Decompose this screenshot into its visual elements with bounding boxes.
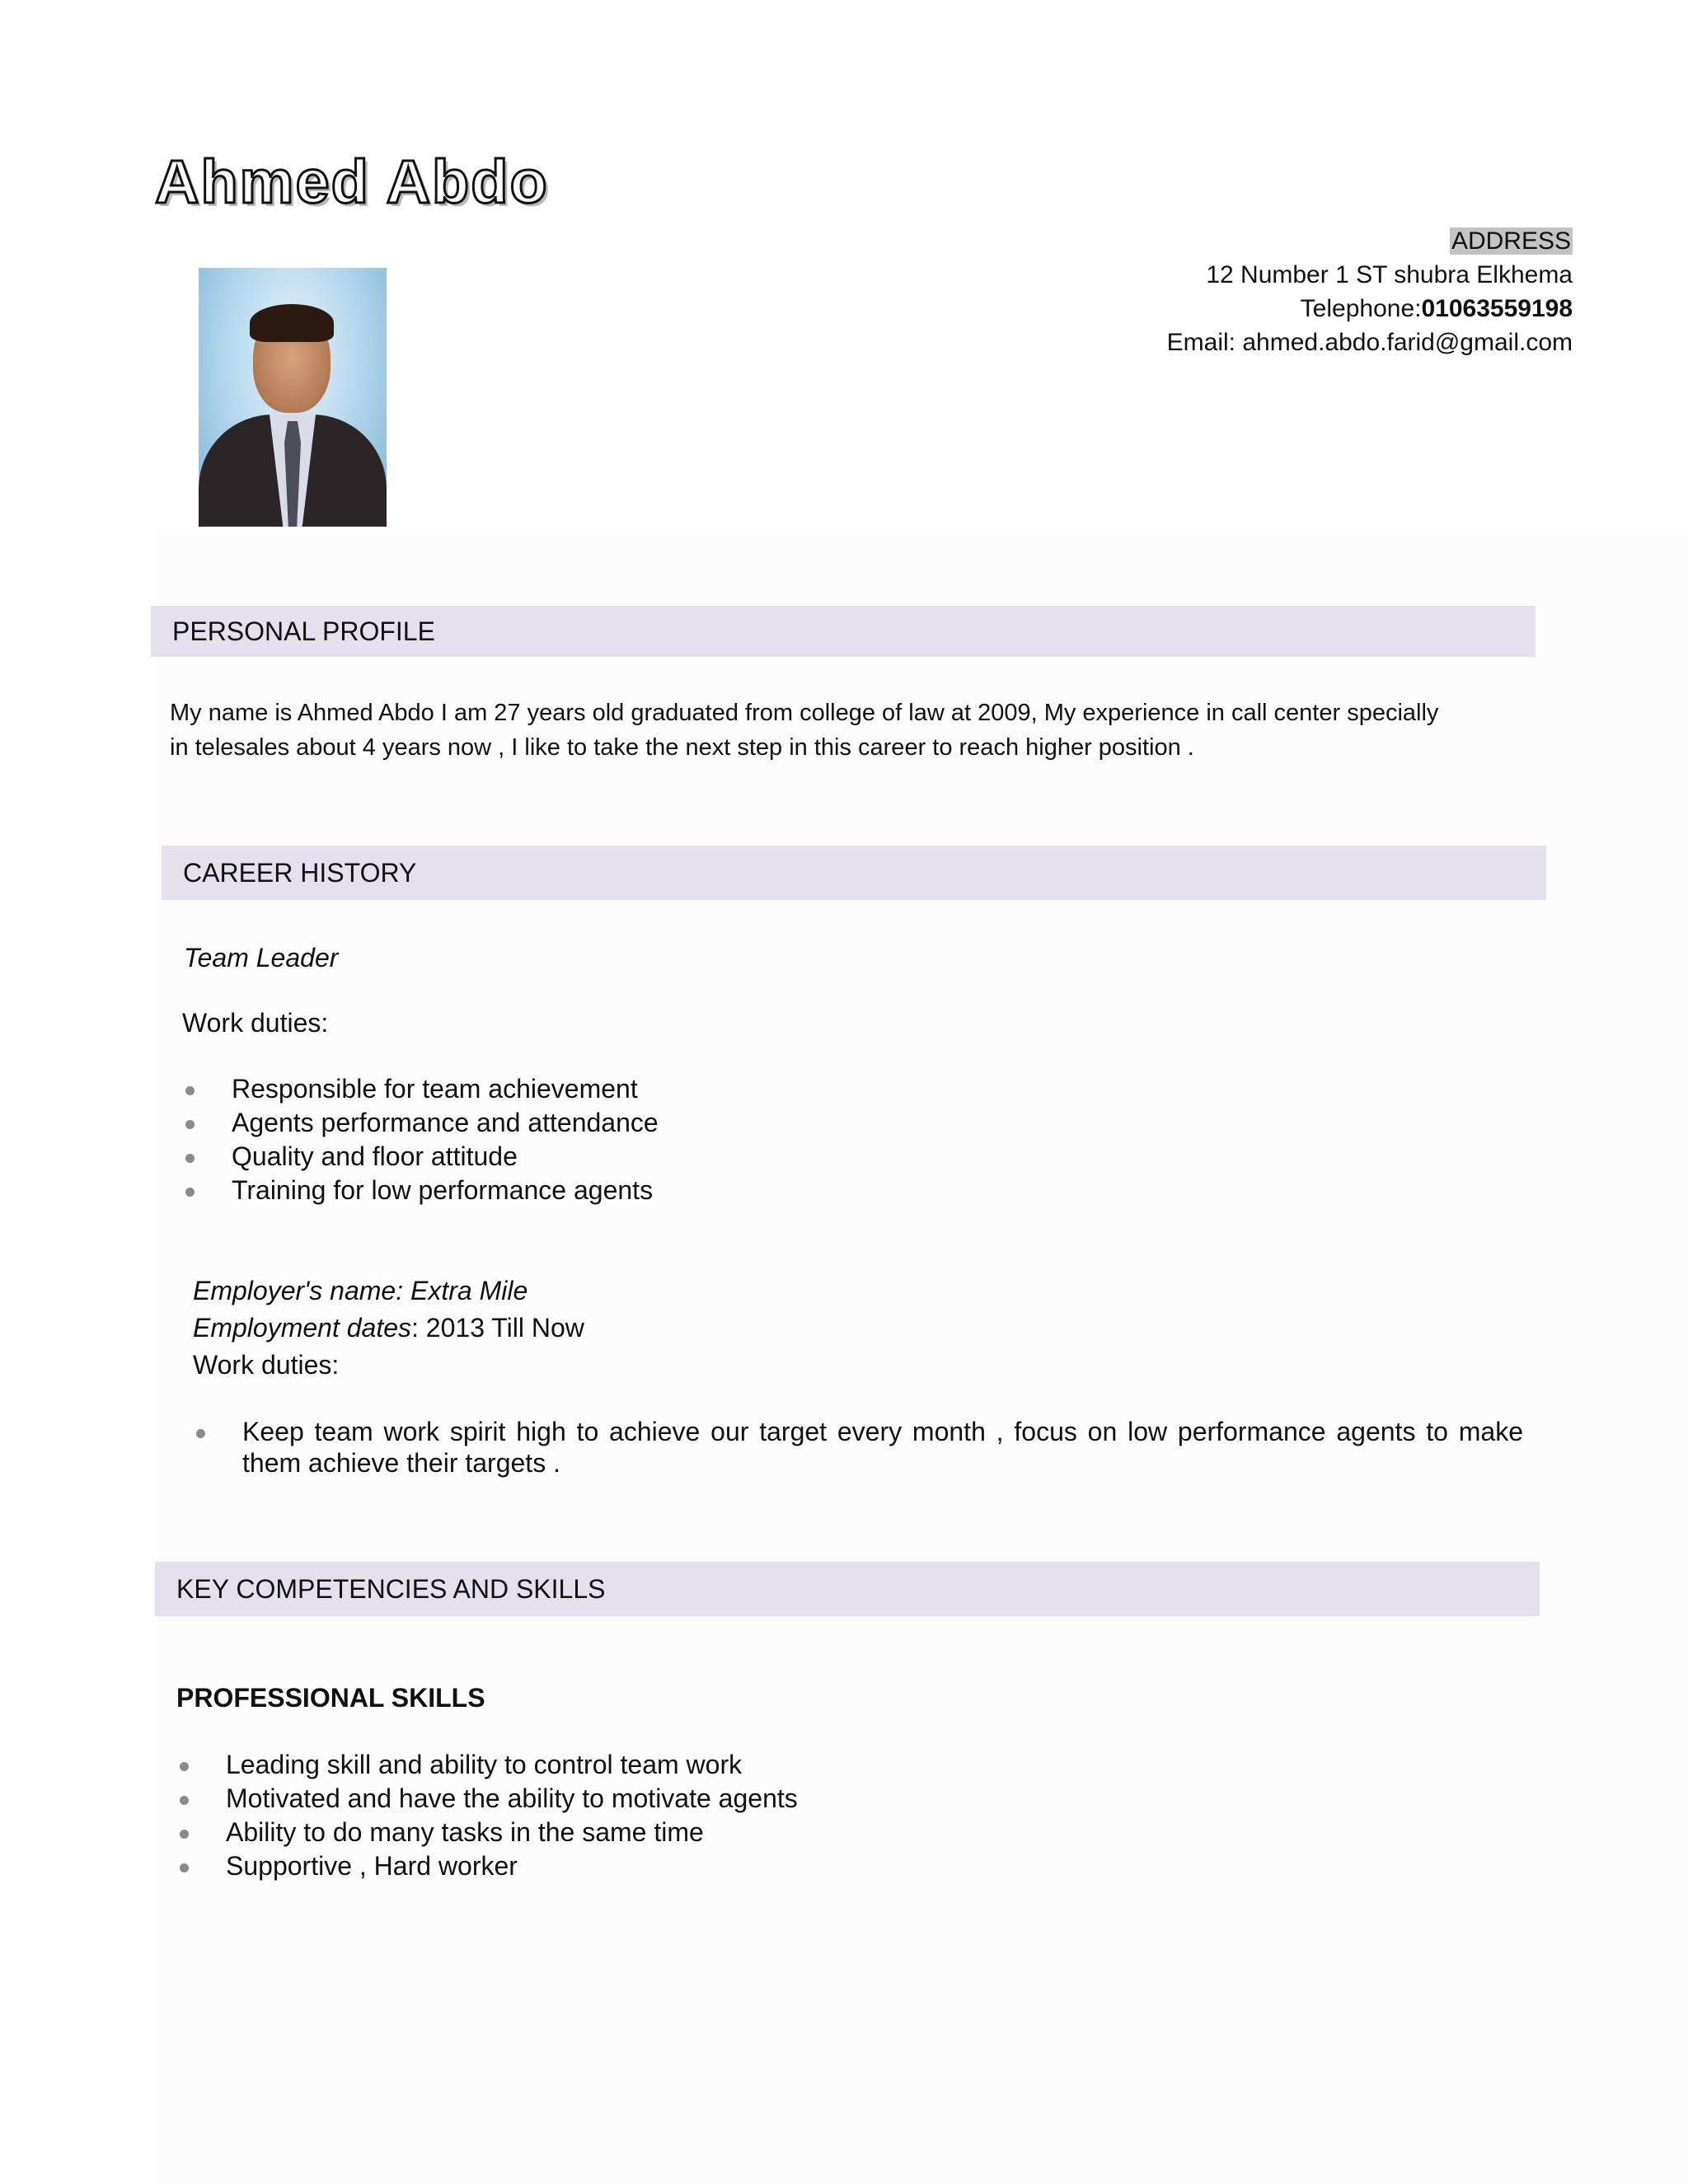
- email-line: Email: ahmed.abdo.farid@gmail.com: [1166, 329, 1573, 356]
- list-item: Supportive , Hard worker: [176, 1849, 798, 1883]
- professional-skills-heading: PROFESSIONAL SKILLS: [176, 1683, 485, 1713]
- bullet-icon: [196, 1429, 205, 1438]
- work-duties-label: Work duties:: [182, 1008, 329, 1038]
- list-item: Leading skill and ability to control team work: [176, 1748, 798, 1782]
- profile-photo: [199, 268, 387, 527]
- address-line: 12 Number 1 ST shubra Elkhema: [1206, 261, 1573, 288]
- address-label: ADDRESS: [1451, 227, 1571, 255]
- resume-name: Ahmed Abdo: [155, 148, 549, 216]
- duties-list: [182, 1072, 659, 1207]
- list-item: Quality and floor attitude: [182, 1140, 659, 1174]
- list-item: Agents performance and attendance: [182, 1106, 659, 1140]
- list-item: Ability to do many tasks in the same time: [176, 1816, 798, 1849]
- list-item: Keep team work spirit high to achieve our target every month , focus on low performance agents to make them achieve their targets .: [193, 1416, 1523, 1479]
- section-key-competencies: KEY COMPETENCIES AND SKILLS: [155, 1562, 1540, 1616]
- telephone-label: Telephone:: [1300, 295, 1422, 322]
- profile-text: My name is Ahmed Abdo I am 27 years old graduated from college of law at 2009, My experience in call center specially in telesales about 4 years now , I like to take the next step in this career to reach higher position .: [170, 700, 1439, 761]
- list-item: Motivated and have the ability to motivate agents: [176, 1782, 798, 1816]
- list-item: Responsible for team achievement: [182, 1072, 659, 1106]
- work-duties-label-2: Work duties:: [193, 1350, 340, 1380]
- list-item: Training for low performance agents: [182, 1174, 659, 1207]
- telephone-number: 01063559198: [1421, 295, 1573, 322]
- skills-list: [176, 1748, 798, 1883]
- job-title: Team Leader: [184, 943, 339, 972]
- employment-dates: Employment dates: 2013 Till Now: [193, 1313, 584, 1343]
- contact-block: [1167, 224, 1573, 359]
- section-personal-profile: PERSONAL PROFILE: [151, 606, 1536, 657]
- employer-name: Employer's name: Extra Mile: [193, 1276, 528, 1305]
- telephone-line: [1167, 292, 1573, 326]
- section-career-history: CAREER HISTORY: [162, 846, 1546, 900]
- employer-block: [193, 1272, 584, 1384]
